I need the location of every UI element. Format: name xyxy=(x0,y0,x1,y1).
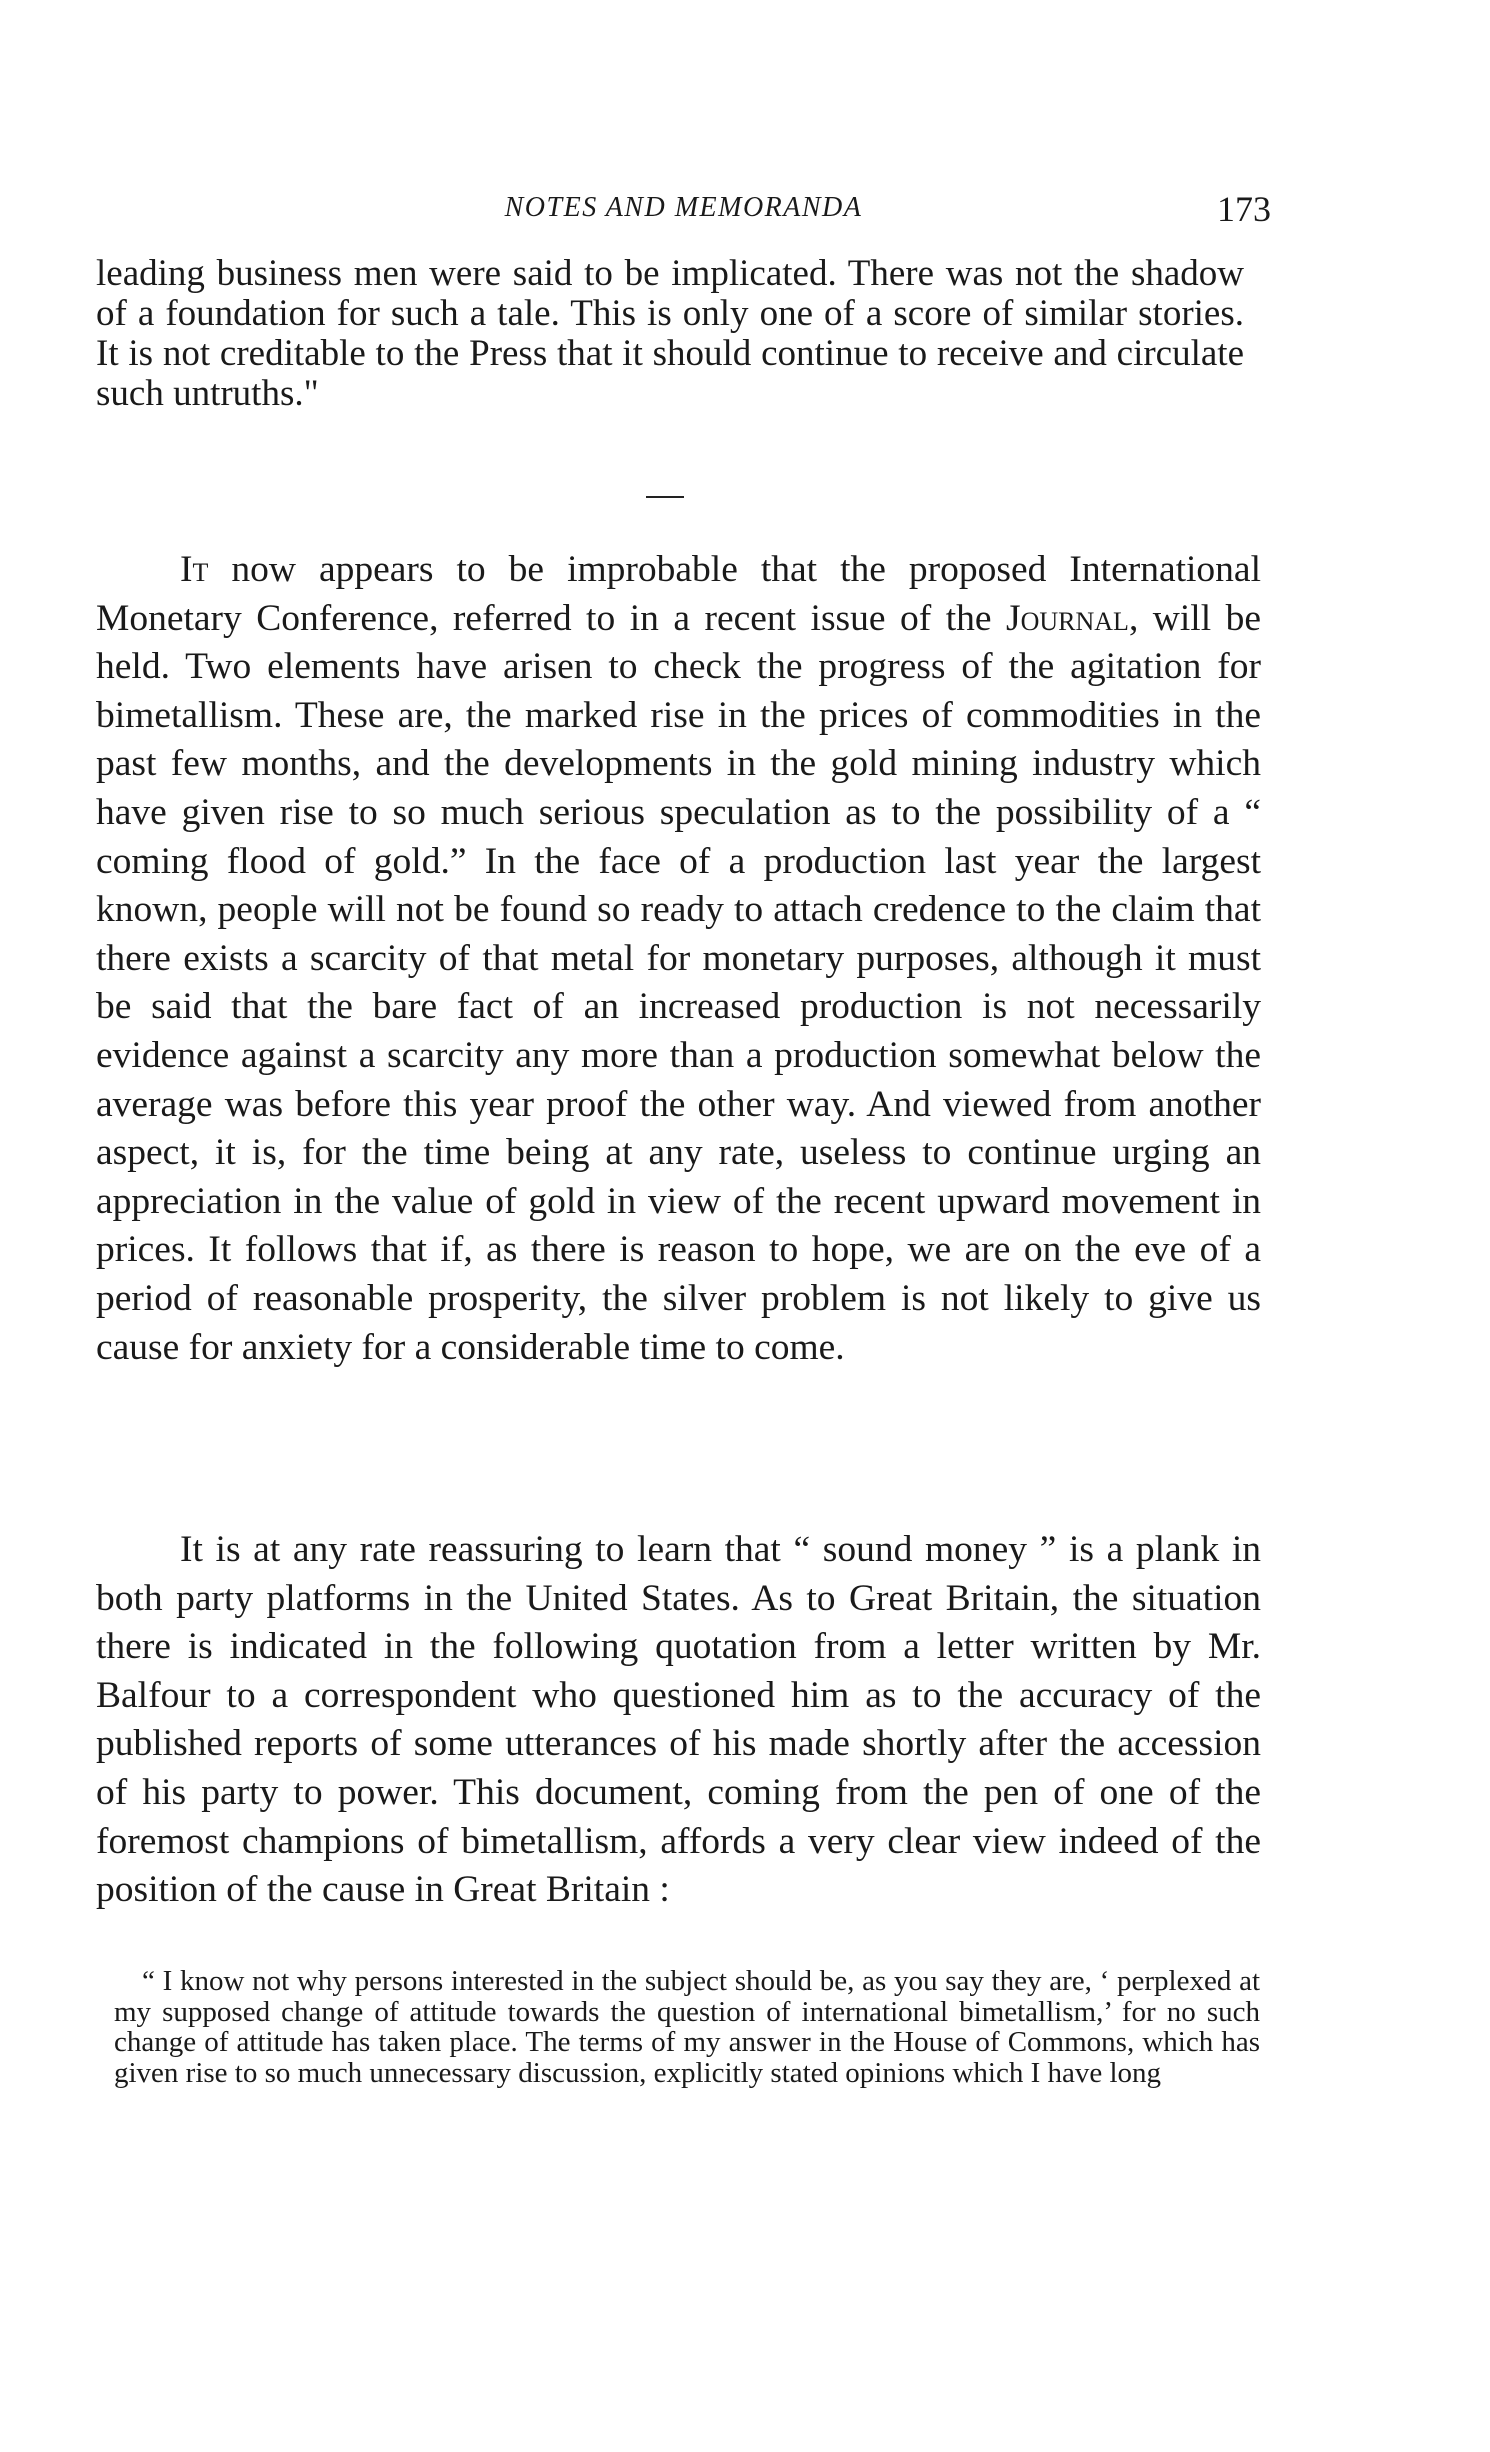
journal-small-caps: Journal xyxy=(1006,597,1129,639)
paragraph-text-part-a: now appears to be improbable that the proposed International Monetary Conference, referred to in a recent issue of the xyxy=(96,549,1261,639)
continued-paragraph xyxy=(96,254,1244,414)
sound-money-paragraph xyxy=(96,1526,1261,1915)
lead-in-small-caps: It xyxy=(180,549,209,590)
monetary-conference-paragraph xyxy=(96,546,1261,1372)
sound-money-text: It is at any rate reassuring to learn that “ sound money ” is a plank in both party platforms in the United States. As to Great Britain, the situation there is indicated in the following quotation from a letter written by Mr. Balfour to a correspondent who questioned him as to the accuracy of the published reports of some utterances of his made shortly after the accession of his party to power. This document, coming from the pen of one of the foremost champions of bimetallism, affords a very clear view indeed of the position of the cause in Great Britain : xyxy=(96,1529,1261,1911)
continued-paragraph-text: leading business men were said to be implicated. There was not the shadow of a foundation for such a tale. This is only one of a score of similar stories. It is not creditable to the Press that it should continue to receive and circulate such untruths." xyxy=(96,253,1244,414)
paragraph-text-part-b: , will be held. Two elements have arisen to check the progress of the agitation for bimetallism. These are, the marked rise in the prices of commodities in the past few months, and the developments in the gold mining industry which have given rise to so much serious speculation as to the possibility of a “ coming flood of gold.” In the face of a production last year the largest known, people will not be found so ready to attach credence to the claim that there exists a scarcity of that metal for monetary purposes, although it must be said that the bare fact of an increased production is not necessarily evidence against a scarcity any more than a production somewhat below the average was before this year proof the other way. And viewed from another aspect, it is, for the time being at any rate, useless to continue urging an appreciation in the value of gold in view of the recent upward movement in prices. It follows that if, as there is reason to hope, we are on the eve of a period of reasonable prosperity, the silver problem is not likely to give us cause for anxiety for a considerable time to come. xyxy=(96,597,1261,1368)
page-number: 173 xyxy=(1217,189,1271,229)
running-title: NOTES AND MEMORANDA xyxy=(504,192,863,223)
balfour-letter-quotation: “ I know not why persons interested in the subject should be, as you say they are, ‘ perplexed at my supposed change of attitude towards the question of international bimetallism,’ for no such change of attitude has taken place. The terms of my answer in the House of Commons, which has given rise to so much unnecessary discussion, explicitly stated opinions which I have long xyxy=(114,1965,1260,2089)
running-head xyxy=(96,188,1271,238)
section-separator-rule xyxy=(646,496,684,498)
monetary-conference-text xyxy=(96,546,1261,1372)
